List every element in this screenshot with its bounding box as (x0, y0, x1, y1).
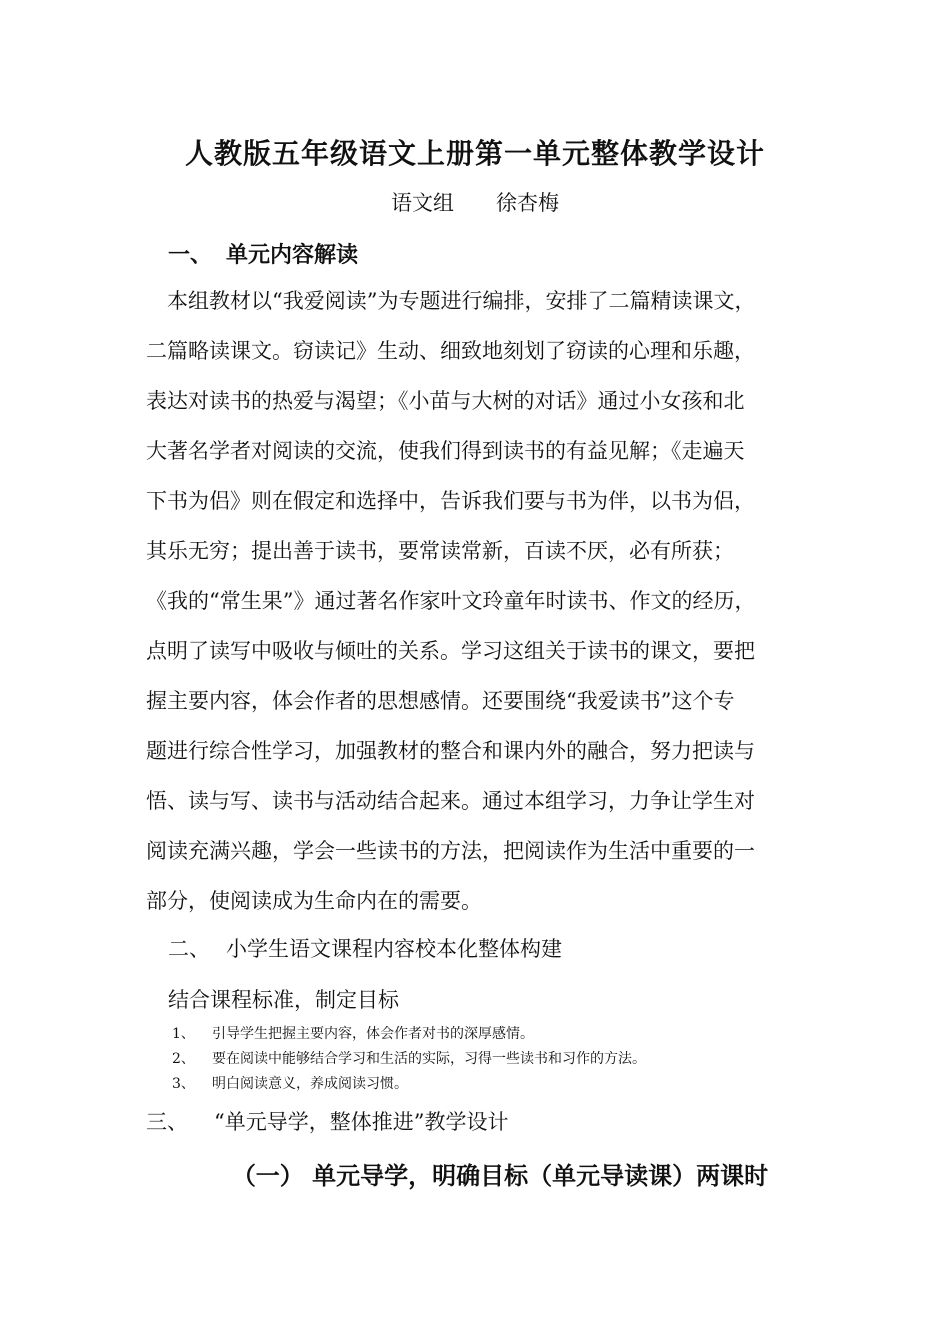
paragraph-line: 阅读充满兴趣，学会一些读书的方法，把阅读作为生活中重要的一 (146, 839, 755, 863)
paragraph-line: 悟、读与写、读书与活动结合起来。通过本组学习，力争让学生对 (146, 789, 755, 813)
list-item-text: 明白阅读意义，养成阅读习惯。 (212, 1076, 408, 1092)
content-paragraph (146, 286, 826, 936)
section-number: 三、 (146, 1110, 188, 1134)
list-item-number: 2、 (172, 1051, 195, 1067)
paragraph-line: 点明了读写中吸收与倾吐的关系。学习这组关于读书的课文，要把 (146, 639, 755, 663)
section-number: 一、 (168, 242, 213, 268)
paragraph-line: 大著名学者对阅读的交流，使我们得到读书的有益见解；《走遍天 (146, 439, 745, 463)
paragraph-line: 表达对读书的热爱与渴望；《小苗与大树的对话》通过小女孩和北 (146, 389, 745, 413)
section-heading-3 (146, 1106, 508, 1136)
paragraph-line: 本组教材以“我爱阅读”为专题进行编排，安排了二篇精读课文， (146, 289, 756, 313)
goals-subheading: 结合课程标准，制定目标 (168, 988, 399, 1012)
subsection-number: （一） (231, 1161, 304, 1190)
list-item (172, 1074, 646, 1099)
section-heading-1 (168, 238, 358, 269)
subsection-heading (0, 1156, 950, 1191)
list-item-number: 3、 (172, 1076, 195, 1092)
paragraph-line: 握主要内容，体会作者的思想感情。还要围绕“我爱读书”这个专 (146, 689, 735, 713)
list-item-number: 1、 (172, 1026, 195, 1042)
paragraph-line: 下书为侣》则在假定和选择中，告诉我们要与书为伴，以书为侣， (146, 489, 755, 513)
section-heading-2 (168, 933, 562, 963)
paragraph-line: 其乐无穷；提出善于读书，要常读常新，百读不厌，必有所获； (146, 539, 734, 563)
section-title: 小学生语文课程内容校本化整体构建 (226, 937, 562, 961)
list-item-text: 要在阅读中能够结合学习和生活的实际，习得一些读书和习作的方法。 (212, 1051, 646, 1067)
section-title: “单元导学，整体推进”教学设计 (214, 1110, 509, 1134)
section-number: 二、 (168, 937, 210, 961)
list-item (172, 1024, 646, 1049)
document-title: 人教版五年级语文上册第一单元整体教学设计 (184, 137, 765, 170)
section-title: 单元内容解读 (226, 242, 359, 268)
paragraph-line: 题进行综合性学习，加强教材的整合和课内外的融合，努力把读与 (146, 739, 755, 763)
subsection-title: 单元导学，明确目标（单元导读课）两课时 (312, 1161, 769, 1190)
paragraph-line: 《我的“常生果”》通过著名作家叶文玲童年时读书、作文的经历， (146, 589, 756, 613)
list-item-text: 引导学生把握主要内容，体会作者对书的深厚感情。 (212, 1026, 534, 1042)
paragraph-line: 二篇略读课文。窃读记》生动、细致地刻划了窃读的心理和乐趣， (146, 339, 755, 363)
list-item (172, 1049, 646, 1074)
goals-list (172, 1024, 646, 1099)
paragraph-line: 部分，使阅读成为生命内在的需要。 (146, 889, 482, 913)
author-line: 语文组 徐杏梅 (391, 191, 559, 215)
